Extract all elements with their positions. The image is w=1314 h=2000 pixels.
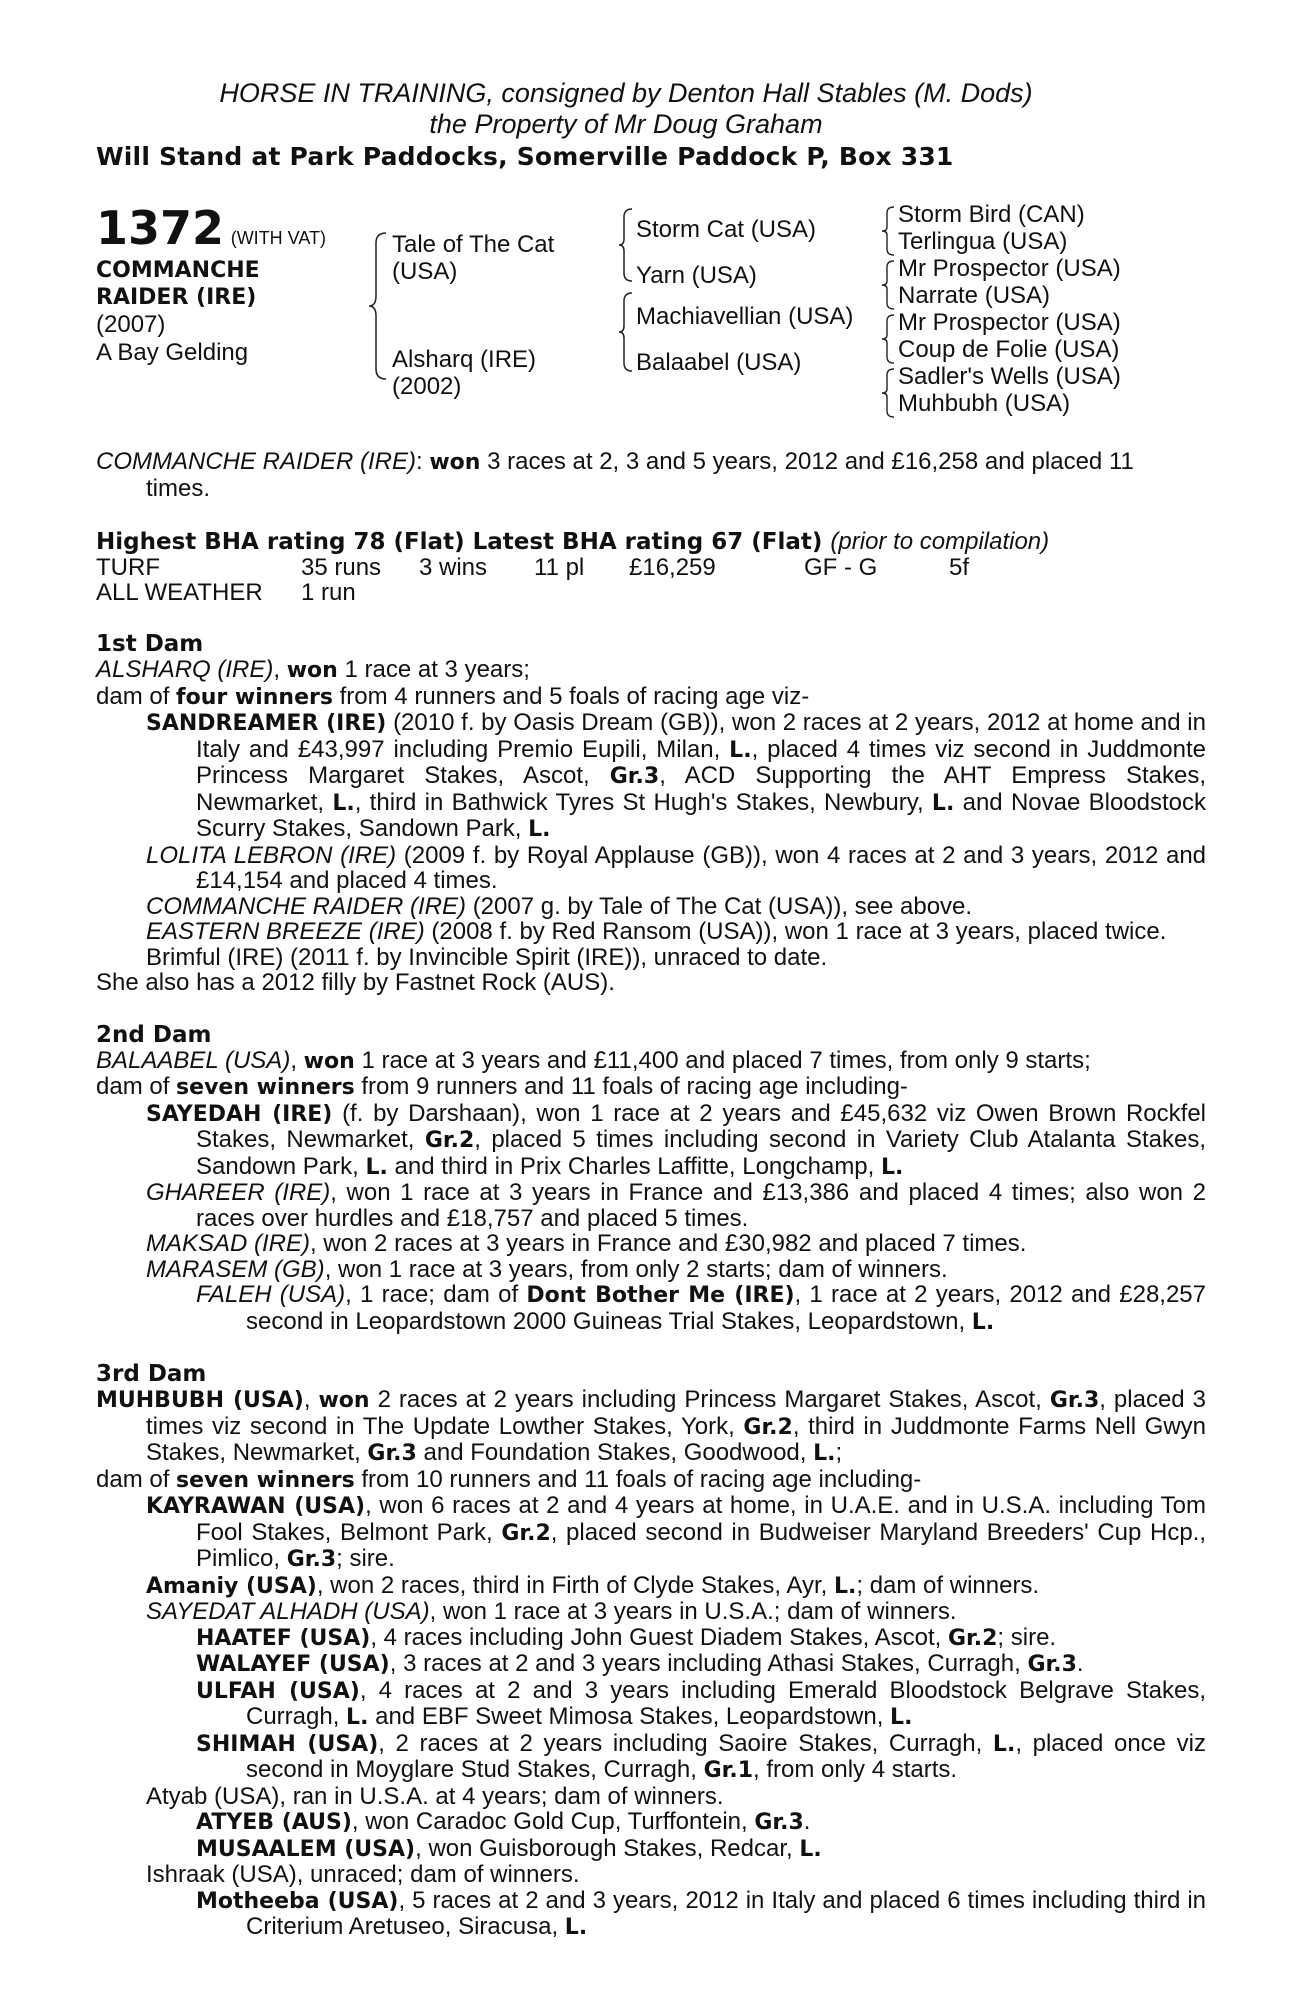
progeny-commanche bbox=[96, 894, 1206, 920]
p-grade: L. bbox=[890, 1705, 913, 1730]
horse-name-line2: RAIDER (IRE) bbox=[96, 285, 257, 310]
p-grade: L. bbox=[833, 1573, 857, 1599]
p-grade: L. bbox=[564, 1915, 588, 1940]
catalogue-page bbox=[96, 78, 1206, 1941]
p-text: (2010 f. by Oasis Dream (GB)), won 2 races at 2 years, 2012 at home and in Italy and £43,997 including Premio Eupili, Milan, bbox=[196, 709, 1206, 763]
p-name: SAYEDAH (IRE) bbox=[146, 1101, 333, 1127]
d3-won: won bbox=[318, 1388, 370, 1413]
p-grade: Gr.3 bbox=[754, 1810, 804, 1835]
progeny-ishraak: Ishraak (USA), unraced; dam of winners. bbox=[146, 1861, 580, 1888]
p-text: (2008 f. by Red Ransom (USA)), won 1 race at 3 years, placed twice. bbox=[431, 918, 1167, 945]
p-name: MARASEM (GB) bbox=[146, 1255, 325, 1283]
p-name: KAYRAWAN (USA) bbox=[146, 1494, 366, 1519]
p-name: SHIMAH (USA) bbox=[196, 1731, 379, 1757]
p-grade: Gr.2 bbox=[501, 1520, 551, 1546]
dam-line2: (2002) bbox=[392, 373, 462, 400]
turf-placed: 11 pl bbox=[534, 554, 585, 581]
p-text: (f. by Darshaan), won 1 race at 2 years and £45,632 viz Owen Brown Rockfel Stakes, Newmarket, bbox=[196, 1099, 1206, 1153]
p-name: WALAYEF (USA) bbox=[196, 1652, 390, 1677]
sire-sire: Storm Cat (USA) bbox=[636, 216, 817, 243]
p-text: , won 1 race at 3 years, from only 2 starts; dam of winners. bbox=[324, 1255, 948, 1283]
progeny-atyab: Atyab (USA), ran in U.S.A. at 4 years; dam of winners. bbox=[146, 1782, 724, 1810]
p-grade: L. bbox=[346, 1705, 369, 1730]
third-dam-line1: MUHBUBH (USA), won 2 races at 2 years including Princess Margaret Stakes, Ascot, Gr.3, placed 3 times viz second in The Update Lowther Stakes, York, Gr.2, third in Juddmonte Farms Nell Gwyn Stakes, Newmarket, Gr.3 and Foundation Stakes, Goodwood, L.; bbox=[96, 1386, 1206, 1466]
p-grade: Gr.1 bbox=[703, 1758, 754, 1783]
p-name: EASTERN BREEZE (IRE) bbox=[146, 918, 425, 945]
p-text: , 3 races at 2 and 3 years including Athasi Stakes, Curragh, bbox=[389, 1650, 1021, 1677]
first-dam-note: She also has a 2012 filly by Fastnet Rock (AUS). bbox=[96, 969, 615, 996]
progeny-musaalem bbox=[96, 1836, 1206, 1863]
brace-sd bbox=[880, 259, 898, 311]
turf-runs: 35 runs bbox=[301, 554, 382, 581]
p-text: (2007 g. by Tale of The Cat (USA)), see above. bbox=[472, 892, 973, 920]
summary-text1: 3 races at 2, 3 and 5 years, 2012 and £16,258 and placed 11 bbox=[487, 448, 1134, 475]
p-grade: Gr.2 bbox=[424, 1128, 475, 1153]
p-grade: Gr.2 bbox=[947, 1625, 998, 1651]
progeny-ulfah bbox=[96, 1678, 1206, 1731]
first-dam-heading: 1st Dam bbox=[96, 631, 204, 657]
d2-foals: from 9 runners and 11 foals of racing age including- bbox=[361, 1073, 908, 1100]
p-name: Dont Bother Me (IRE) bbox=[526, 1283, 795, 1308]
brace-ss bbox=[880, 205, 898, 257]
p-text: , 4 races including John Guest Diadem Stakes, Ascot, bbox=[370, 1623, 942, 1651]
rating-note: (prior to compilation) bbox=[830, 528, 1050, 555]
p-grade: L. bbox=[332, 790, 355, 816]
d2-won: won bbox=[303, 1048, 355, 1074]
p-grade: Gr.3 bbox=[286, 1547, 337, 1572]
progeny-atyeb bbox=[96, 1809, 1206, 1836]
p-grade: L. bbox=[528, 817, 551, 842]
sire-line2: (USA) bbox=[392, 258, 458, 285]
p-text: , 2 races at 2 years including Saoire Stakes, Curragh, bbox=[378, 1729, 983, 1757]
progeny-marasem bbox=[96, 1257, 1206, 1283]
brace-dd bbox=[880, 367, 898, 419]
rating-bold: Highest BHA rating 78 (Flat) Latest BHA rating 67 (Flat) bbox=[96, 529, 823, 555]
progeny-shimah bbox=[96, 1731, 1206, 1784]
ssd: Terlingua (USA) bbox=[898, 228, 1068, 255]
first-dam-name: ALSHARQ (IRE) bbox=[96, 656, 274, 683]
first-dam-record: 1 race at 3 years; bbox=[344, 656, 530, 683]
p-text: , won Guisborough Stakes, Redcar, bbox=[415, 1834, 793, 1862]
horse-name-line1: COMMANCHE bbox=[96, 258, 260, 283]
p-name: ATYEB (AUS) bbox=[196, 1810, 352, 1835]
d2-damof: dam of bbox=[96, 1073, 170, 1100]
second-dam-name: BALAABEL (USA) bbox=[96, 1046, 291, 1074]
turf-earnings: £16,259 bbox=[629, 554, 716, 581]
p-text: , from only 4 starts. bbox=[753, 1756, 958, 1783]
d2-winners: seven winners bbox=[176, 1075, 355, 1100]
p-name: MUSAALEM (USA) bbox=[196, 1836, 416, 1862]
p-grade: Gr.3 bbox=[609, 764, 660, 789]
progeny-ghareer bbox=[96, 1180, 1206, 1231]
progeny-brimful: Brimful (IRE) (2011 f. by Invincible Spirit (IRE)), unraced to date. bbox=[146, 943, 828, 971]
race-summary: COMMANCHE RAIDER (IRE): won 3 races at 2, 3 and 5 years, 2012 and £16,258 and placed 11 times. bbox=[96, 448, 1134, 502]
dam-brace bbox=[616, 291, 636, 373]
p-text: , won Caradoc Gold Cup, Turffontein, bbox=[351, 1808, 748, 1835]
p-text: , 4 races at 2 and 3 years including Emerald Bloodstock Belgrave Stakes, Curragh, bbox=[246, 1676, 1206, 1730]
p-grade: Gr.3 bbox=[1049, 1388, 1100, 1413]
third-dam-name: MUHBUBH (USA) bbox=[96, 1388, 304, 1413]
dsd: Coup de Folie (USA) bbox=[898, 336, 1120, 363]
p-text: ; bbox=[835, 1439, 843, 1466]
p-grade: L. bbox=[799, 1836, 822, 1862]
p-text: , placed 4 times viz second in Juddmonte Princess Margaret Stakes, Ascot, bbox=[196, 735, 1206, 789]
second-dam-heading: 2nd Dam bbox=[96, 1021, 212, 1048]
rating-line bbox=[96, 529, 1206, 555]
sire-dam: Yarn (USA) bbox=[636, 262, 757, 289]
p-text: , won 6 races at 2 and 4 years at home, in U.A.E. and in U.S.A. including Tom Fool Stakes, Belmont Park, bbox=[196, 1492, 1206, 1546]
second-dam-line1: BALAABEL (USA), won 1 race at 3 years and £11,400 and placed 7 times, from only 9 starts; bbox=[96, 1046, 1091, 1074]
p-name: GHAREER (IRE) bbox=[146, 1179, 331, 1206]
p-name: Amaniy (USA) bbox=[146, 1573, 317, 1599]
p-text: , won 2 races, third in Firth of Clyde Stakes, Ayr, bbox=[316, 1571, 828, 1599]
p-text: , placed 5 times including second in Variety Club Atalanta Stakes, Sandown Park, bbox=[196, 1126, 1207, 1180]
d3-damof: dam of bbox=[96, 1465, 170, 1493]
p-name: HAATEF (USA) bbox=[196, 1625, 371, 1651]
p-text: , 1 race; dam of bbox=[345, 1281, 519, 1308]
p-grade: Gr.3 bbox=[1027, 1652, 1077, 1677]
dam-line1: Alsharq (IRE) bbox=[392, 346, 537, 373]
aw-row bbox=[96, 580, 969, 605]
p-text: ; dam of winners. bbox=[856, 1571, 1040, 1599]
p-grade: Gr.3 bbox=[367, 1441, 417, 1466]
p-text: (2009 f. by Royal Applause (GB)), won 4 races at 2 and 3 years, 2012 and £14,154 and placed 4 times. bbox=[196, 841, 1207, 894]
p-grade: L. bbox=[971, 1309, 995, 1335]
pedigree-brace bbox=[366, 231, 390, 381]
progeny-eastern-breeze bbox=[96, 919, 1206, 945]
lot-number: 1372 bbox=[96, 201, 225, 255]
progeny-haatef bbox=[96, 1625, 1206, 1652]
aw-label: ALL WEATHER bbox=[96, 579, 263, 606]
turf-going: GF - G bbox=[804, 554, 878, 581]
p-text: , won 1 race at 3 years in U.S.A.; dam of winners. bbox=[429, 1598, 957, 1625]
summary-horse: COMMANCHE RAIDER (IRE) bbox=[96, 448, 417, 475]
dds: Sadler's Wells (USA) bbox=[898, 363, 1121, 390]
first-dam-line1: ALSHARQ (IRE), won 1 race at 3 years; bbox=[96, 656, 530, 683]
race-record-table bbox=[96, 555, 969, 605]
turf-distance: 5f bbox=[949, 554, 970, 581]
sdd: Narrate (USA) bbox=[898, 282, 1051, 309]
sss: Storm Bird (CAN) bbox=[898, 201, 1085, 228]
p-text: , won 2 races at 3 years in France and £30,982 and placed 7 times. bbox=[310, 1230, 1027, 1257]
p-text: , third in Bathwick Tyres St Hugh's Stakes, Newbury, bbox=[354, 788, 924, 816]
p-name: Motheeba (USA) bbox=[196, 1888, 399, 1914]
stand-location: Will Stand at Park Paddocks, Somerville Paddock P, Box 331 bbox=[96, 142, 954, 171]
summary-won: won bbox=[429, 450, 481, 475]
progeny-motheeba bbox=[96, 1888, 1206, 1941]
d1-foals: from 4 runners and 5 foals of racing age viz- bbox=[339, 682, 810, 710]
progeny-sandreamer bbox=[96, 710, 1206, 843]
p-name: ULFAH (USA) bbox=[196, 1678, 360, 1704]
d3-foals: from 10 runners and 11 foals of racing age including- bbox=[361, 1465, 922, 1493]
sire-brace bbox=[616, 207, 636, 283]
p-text: ; sire. bbox=[997, 1623, 1057, 1651]
p-text: 2 races at 2 years including Princess Margaret Stakes, Ascot, bbox=[377, 1386, 1042, 1413]
property-line: the Property of Mr Doug Graham bbox=[429, 109, 823, 139]
p-name: SANDREAMER (IRE) bbox=[146, 711, 387, 736]
p-name: FALEH (USA) bbox=[196, 1281, 346, 1308]
p-grade: L. bbox=[813, 1441, 836, 1466]
progeny-amaniy bbox=[96, 1573, 1206, 1600]
brace-ds bbox=[880, 313, 898, 365]
p-grade: L. bbox=[729, 737, 752, 763]
horse-description: A Bay Gelding bbox=[96, 339, 249, 366]
p-text: ; sire. bbox=[336, 1545, 395, 1572]
first-dam-won: won bbox=[286, 658, 338, 683]
progeny-maksad bbox=[96, 1231, 1206, 1257]
pedigree-block bbox=[96, 201, 1206, 451]
lot-heading bbox=[96, 201, 326, 255]
d3-winners: seven winners bbox=[176, 1467, 355, 1493]
p-name: MAKSAD (IRE) bbox=[146, 1230, 311, 1257]
p-text: , won 1 race at 3 years in France and £13,386 and placed 4 times; also won 2 races over hurdles and £18,757 and placed 5 times. bbox=[196, 1179, 1206, 1232]
p-text: , 1 race at 2 years, 2012 and £28,257 second in Leopardstown 2000 Guineas Trial Stakes, Leopardstown, bbox=[246, 1281, 1206, 1335]
p-grade: L. bbox=[931, 790, 955, 816]
p-name: COMMANCHE RAIDER (IRE) bbox=[146, 892, 467, 920]
dam-dam: Balaabel (USA) bbox=[636, 349, 802, 376]
d2-record: 1 race at 3 years and £11,400 and placed 7 times, from only 9 starts; bbox=[361, 1046, 1091, 1074]
p-text: . bbox=[1076, 1650, 1084, 1677]
sds: Mr Prospector (USA) bbox=[898, 255, 1121, 282]
second-dam-line2 bbox=[96, 1074, 1206, 1101]
third-dam-heading: 3rd Dam bbox=[96, 1361, 207, 1387]
p-grade: L. bbox=[365, 1154, 388, 1180]
p-text: and EBF Sweet Mimosa Stakes, Leopardstown, bbox=[375, 1703, 884, 1730]
dam-sire: Machiavellian (USA) bbox=[636, 303, 854, 330]
d1-damof: dam of bbox=[96, 682, 170, 710]
p-text: and Novae Bloodstock Scurry Stakes, Sandown Park, bbox=[196, 788, 1207, 842]
d1-winners: four winners bbox=[176, 684, 333, 710]
progeny-lolita bbox=[96, 843, 1206, 894]
p-text: , placed once viz second in Moyglare Stud Stakes, Curragh, bbox=[246, 1729, 1206, 1783]
p-text: , placed 3 times viz second in The Update Lowther Stakes, York, bbox=[146, 1386, 1206, 1440]
turf-label: TURF bbox=[96, 554, 160, 581]
first-dam-line2 bbox=[96, 684, 1206, 711]
p-text: , placed second in Budweiser Maryland Breeders' Cup Hcp., Pimlico, bbox=[196, 1518, 1207, 1572]
third-dam-line2 bbox=[96, 1467, 1206, 1494]
foaling-year: (2007) bbox=[96, 311, 166, 338]
p-grade: L. bbox=[992, 1731, 1016, 1757]
turf-wins: 3 wins bbox=[419, 554, 488, 581]
dss: Mr Prospector (USA) bbox=[898, 309, 1121, 336]
progeny-sayedah bbox=[96, 1101, 1206, 1181]
p-text: . bbox=[803, 1808, 811, 1835]
progeny-kayrawan bbox=[96, 1493, 1206, 1573]
p-name: LOLITA LEBRON (IRE) bbox=[146, 841, 397, 869]
progeny-faleh bbox=[96, 1282, 1206, 1335]
p-grade: Gr.2 bbox=[743, 1414, 793, 1440]
p-text: , third in Juddmonte Farms Nell Gwyn Stakes, Newmarket, bbox=[146, 1412, 1206, 1466]
p-text: , 5 races at 2 and 3 years, 2012 in Italy and placed 6 times including third in Criterium Aretuseo, Siracusa, bbox=[246, 1886, 1207, 1940]
p-grade: L. bbox=[881, 1154, 904, 1180]
consignor-line: HORSE IN TRAINING, consigned by Denton Hall Stables (M. Dods) bbox=[219, 78, 1033, 108]
p-text: and third in Prix Charles Laffitte, Longchamp, bbox=[394, 1152, 875, 1180]
p-text: , ACD Supporting the AHT Empress Stakes, Newmarket, bbox=[196, 762, 1207, 816]
p-text: and Foundation Stakes, Goodwood, bbox=[423, 1439, 807, 1466]
progeny-sayedat bbox=[96, 1599, 1206, 1625]
progeny-walayef bbox=[96, 1651, 1206, 1678]
ddd: Muhbubh (USA) bbox=[898, 390, 1071, 417]
p-name: SAYEDAT ALHADH (USA) bbox=[146, 1598, 430, 1625]
vat-note: (WITH VAT) bbox=[230, 228, 327, 248]
aw-runs: 1 run bbox=[301, 579, 356, 606]
sire-line1: Tale of The Cat bbox=[392, 231, 555, 258]
turf-row bbox=[96, 555, 969, 580]
summary-text2: times. bbox=[146, 474, 211, 502]
